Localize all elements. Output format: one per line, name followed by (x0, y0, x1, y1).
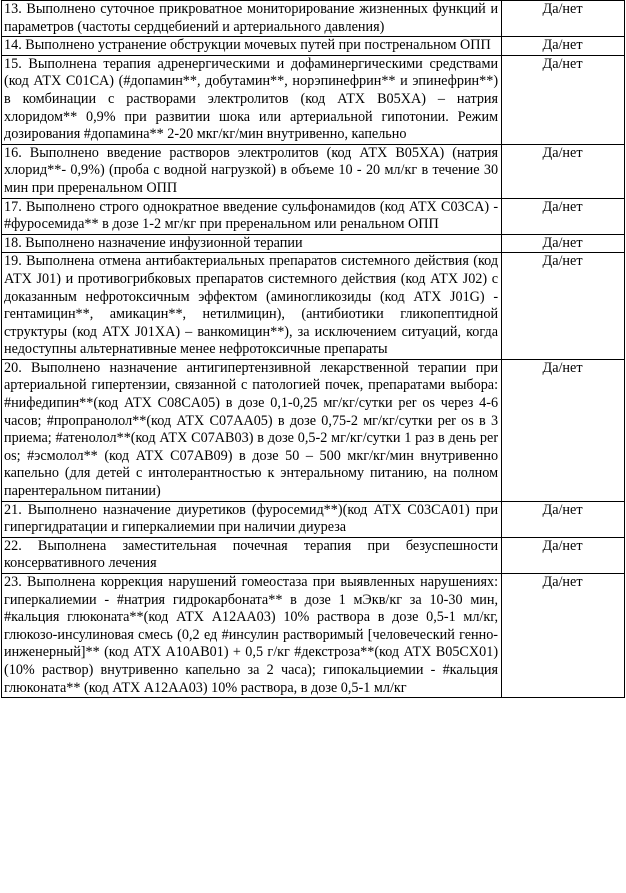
table-row (2, 537, 625, 573)
answer-cell: Да/нет (502, 144, 625, 198)
table-row (2, 234, 625, 253)
criteria-table-body (2, 1, 625, 698)
table-row (2, 1, 625, 37)
criterion-text: 21. Выполнено назначение диуретиков (фуросемид**)(код АТХ C03CA01) при гипергидратации и гиперкалиемии при наличии диуреза (2, 501, 502, 537)
table-row (2, 253, 625, 360)
answer-cell: Да/нет (502, 537, 625, 573)
criterion-text: 16. Выполнено введение растворов электролитов (код АТХ B05XA) (натрия хлорид**- 0,9%) (проба с водной нагрузкой) в объеме 10 - 20 мл/кг в течение 30 мин при преренальном ОПП (2, 144, 502, 198)
criterion-text: 14. Выполнено устранение обструкции мочевых путей при постренальном ОПП (2, 37, 502, 56)
answer-cell: Да/нет (502, 501, 625, 537)
criterion-text: 22. Выполнена заместительная почечная терапия при безуспешности консервативного лечения (2, 537, 502, 573)
table-row (2, 574, 625, 698)
answer-cell: Да/нет (502, 359, 625, 501)
criteria-table (1, 0, 625, 698)
answer-cell: Да/нет (502, 1, 625, 37)
table-row (2, 501, 625, 537)
answer-cell: Да/нет (502, 37, 625, 56)
answer-cell: Да/нет (502, 574, 625, 698)
criterion-text: 17. Выполнено строго однократное введение сульфонамидов (код АТХ C03CA) - #фуросемида** в дозе 1-2 мг/кг при преренальном или ренальном ОПП (2, 198, 502, 234)
criterion-text: 13. Выполнено суточное прикроватное мониторирование жизненных функций и параметров (частоты сердцебиений и артериального давления) (2, 1, 502, 37)
table-row (2, 37, 625, 56)
criterion-text: 19. Выполнена отмена антибактериальных препаратов системного действия (код АТХ J01) и противогрибковых препаратов системного действия (код АТХ J02) с доказанным нефротоксичным эффектом (аминогликозиды (код АТХ J01G) - гентамицин**, амикацин**, нетилмицин), (антибиотики гликопептидной структуры (код АТХ J01XA) – ванкомицин**), за исключением ситуаций, когда недоступны альтернативные менее нефротоксичные препараты (2, 253, 502, 360)
criterion-text: 18. Выполнено назначение инфузионной терапии (2, 234, 502, 253)
answer-cell: Да/нет (502, 253, 625, 360)
table-row (2, 144, 625, 198)
answer-cell: Да/нет (502, 55, 625, 144)
table-row (2, 359, 625, 501)
answer-cell: Да/нет (502, 198, 625, 234)
criterion-text: 20. Выполнено назначение антигипертензивной лекарственной терапии при артериальной гипертензии, связанной с патологией почек, препаратами выбора: #нифедипин**(код АТХ C08CA05) в дозе 0,1-0,25 мг/кг/сутки per os через 4-6 часов; #пропранолол**(код АТХ C07AA05) в дозе 0,75-2 мг/кг/сутки per os в 3 приема; #атенолол**(код АТХ C07AB03) в дозе 0,5-2 мг/кг/сутки 1 раз в день per os; #эсмолол** (код АТХ C07AB09) в дозе 50 – 500 мкг/кг/мин внутривенно капельно (для детей с интолерантностью к энтеральному питанию, на полном парентеральном питании) (2, 359, 502, 501)
criterion-text: 23. Выполнена коррекция нарушений гомеостаза при выявленных нарушениях: гиперкалиемии - #натрия гидрокарбоната** в дозе 1 мЭкв/кг за 10-30 мин, #кальция глюконата**(код АТХ A12AA03) 10% раствора в дозе 0,5-1 мл/кг, глюкозо-инсулиновая смесь (0,2 ед #инсулин растворимый [человеческий генно- инженерный]** (код АТХ A10AB01) + 0,5 г/кг #декстроза**(код АТХ B05CX01) (10% раствор) внутривенно капельно за 2 часа); гипокальциемии - #кальция глюконата** (код АТХ A12AA03) 10% раствора, в дозе 0,5-1 мл/кг (2, 574, 502, 698)
criterion-text: 15. Выполнена терапия адренергическими и дофаминергическими средствами (код АТХ C01CA) (#допамин**, добутамин**, норэпинефрин** и эпинефрин**) в комбинации с растворами электролитов (код АТХ B05XA) – натрия хлоридом** 0,9% при развитии шока или артериальной гипотонии. Режим дозирования #допамина** 2-20 мкг/кг/мин внутривенно, капельно (2, 55, 502, 144)
table-row (2, 198, 625, 234)
table-row (2, 55, 625, 144)
answer-cell: Да/нет (502, 234, 625, 253)
